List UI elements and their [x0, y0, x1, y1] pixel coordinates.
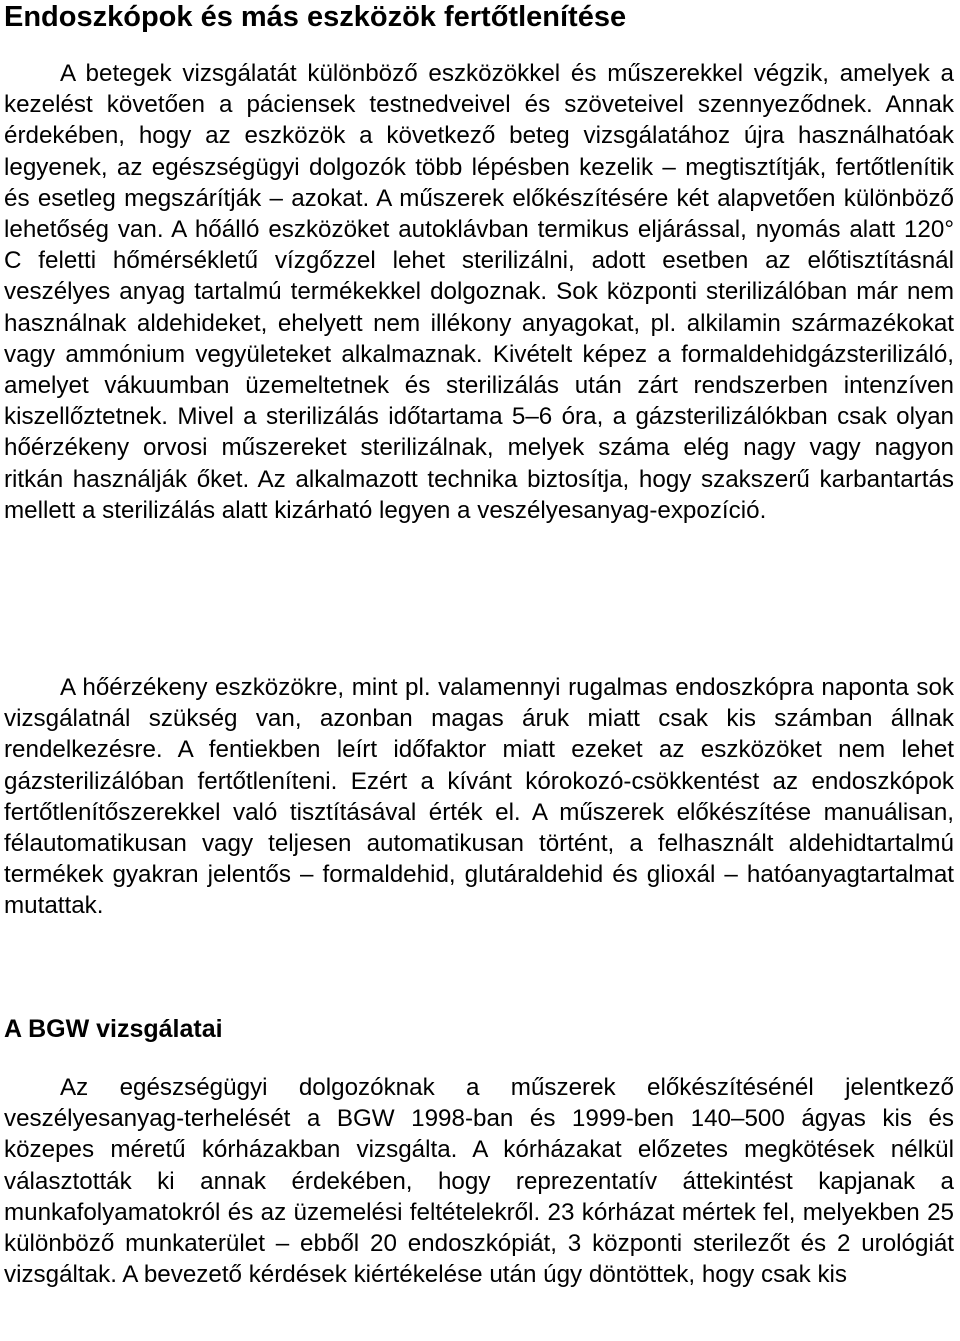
paragraph-sterilization-methods: A betegek vizsgálatát különböző eszközökkel és műszerekkel végzik, amelyek a kezelést követően a páciensek testnedveivel és szöveteivel szennyeződnek. Annak érdekében, hogy az eszközök a következő beteg vizsgálatához újra használhatóak legyenek, az egészségügyi dolgozók több lépésben kezelik – megtisztítják, fertőtlenítik és esetleg megszárítják – azokat. A műszerek előkészítésére két alapvetően különböző lehetőség van. A hőálló eszközöket autoklávban termikus eljárással, nyomás alatt 120° C feletti hőmérsékletű vízgőzzel lehet sterilizálni, adott esetben az előtisztításnál veszélyes anyag tartalmú termékekkel dolgoznak. Sok központi sterilizálóban már nem használnak aldehideket, ehelyett nem illékony anyagokat, pl. alkilamin származékokat vagy ammónium vegyületeket alkalmaznak. Kivételt képez a formaldehidgázsterilizáló, amelyet vákuumban üzemeltetnek és sterilizálás után zárt rendszerben intenzíven kiszellőztetnek. Mivel a sterilizálás időtartama 5–6 óra, a gázsterilizálókban csak olyan hőérzékeny orvosi műszereket sterilizálnak, melyek száma elég nagy vagy nagyon ritkán használják őket. Az alkalmazott technika biztosítja, hogy szakszerű karbantartás mellett a sterilizálás alatt kizárható legyen a veszélyesanyag-expozíció.: [4, 60, 954, 524]
document-title: Endoszkópok és más eszközök fertőtlenítése: [4, 1, 627, 33]
section-heading: A BGW vizsgálatai: [4, 1015, 223, 1043]
paragraph-bgw-studies: Az egészségügyi dolgozóknak a műszerek előkészítésénél jelentkező veszélyesanyag-terhelését a BGW 1998-ban és 1999-ben 140–500 ágyas kis és közepes méretű kórházakban vizsgálta. A kórházakat előzetes megkötések nélkül választották ki annak érdekében, hogy reprezentatív áttekintést kapjanak a munkafolyamatokról és az üzemelési feltételekről. 23 kórházat mértek fel, melyekben 25 különböző munkaterület – ebből 20 endoszkópiát, 3 központi sterilezőt és 2 urológiát vizsgáltak. A bevezető kérdések kiértékelése után úgy döntöttek, hogy csak kis: [4, 1074, 954, 1289]
paragraph-heat-sensitive-devices: A hőérzékeny eszközökre, mint pl. valamennyi rugalmas endoszkópra naponta sok vizsgálatnál szükség van, azonban magas áruk miatt csak kis számban állnak rendelkezésre. A fentiekben leírt időfaktor miatt ezeket az eszközöket nem lehet gázsterilizálóban fertőtleníteni. Ezért a kívánt kórokozó-csökkentést az endoszkópok fertőtlenítőszerekkel való tisztításával érték el. A műszerek előkészítése manuálisan, félautomatikusan vagy teljesen automatikusan történt, a felhasznált aldehidtartalmú termékek gyakran jelentős – formaldehid, glutáraldehid és glioxál – hatóanyagtartalmat mutattak.: [4, 674, 954, 920]
